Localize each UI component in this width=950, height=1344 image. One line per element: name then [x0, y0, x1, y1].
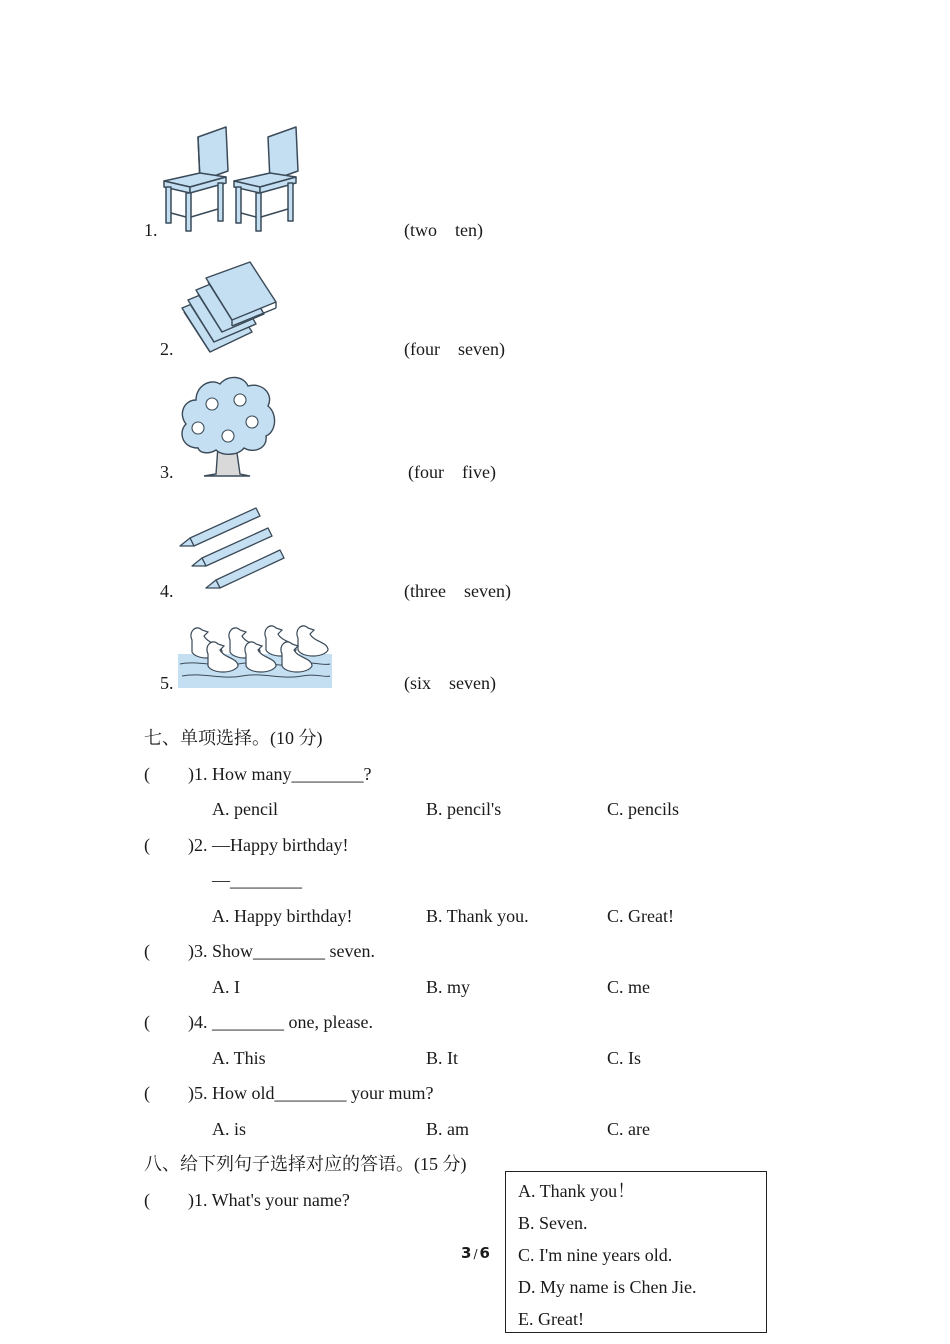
item-2-number: 2. — [160, 339, 174, 359]
item-3-options: (four five) — [408, 462, 496, 482]
q7-2-paren: ( — [144, 835, 150, 855]
section-8-heading: 八、给下列句子选择对应的答语。(15 分) — [144, 1154, 467, 1174]
q7-5-option-b: B. am — [426, 1119, 469, 1139]
q7-4-option-b: B. It — [426, 1048, 459, 1068]
q7-2-stem: )2. —Happy birthday! — [188, 835, 349, 855]
q7-5-option-a: A. is — [212, 1119, 247, 1139]
q7-2-reply: —________ — [212, 870, 302, 890]
answer-a: A. Thank you！ — [518, 1181, 636, 1201]
q8-1-stem: )1. What's your name? — [188, 1190, 350, 1210]
q7-3-option-b: B. my — [426, 977, 471, 997]
q7-3-option-c: C. me — [607, 977, 650, 997]
apple-tree-picture — [178, 374, 278, 478]
q7-2-option-a: A. Happy birthday! — [212, 906, 353, 926]
page-number — [461, 1246, 490, 1261]
q7-4-stem: )4. ________ one, please. — [188, 1012, 373, 1032]
q7-3-option-a: A. I — [212, 977, 240, 997]
section-7-heading: 七、单项选择。(10 分) — [144, 728, 323, 748]
q7-1-option-a: A. pencil — [212, 799, 278, 819]
q7-1-paren: ( — [144, 764, 150, 784]
q7-5-paren: ( — [144, 1083, 150, 1103]
item-4-options: (three seven) — [404, 581, 511, 601]
q8-1-paren: ( — [144, 1190, 150, 1210]
q7-1-option-b: B. pencil's — [426, 799, 502, 819]
item-1-number: 1. — [144, 220, 158, 240]
item-5-options: (six seven) — [404, 673, 496, 693]
ducks-on-water-picture — [178, 618, 332, 690]
q7-5-option-c: C. are — [607, 1119, 650, 1139]
two-chairs-picture — [160, 125, 305, 235]
q7-3-paren: ( — [144, 941, 150, 961]
item-4-number: 4. — [160, 581, 174, 601]
page-total: 6 — [479, 1244, 490, 1262]
item-1-options: (two ten) — [404, 220, 483, 240]
q7-2-option-b: B. Thank you. — [426, 906, 529, 926]
q7-4-option-c: C. Is — [607, 1048, 642, 1068]
page-current: 3 — [461, 1244, 472, 1262]
q7-5-stem: )5. How old________ your mum? — [188, 1083, 434, 1103]
item-2-options: (four seven) — [404, 339, 505, 359]
answer-b: B. Seven. — [518, 1213, 588, 1233]
q7-4-option-a: A. This — [212, 1048, 266, 1068]
q7-3-stem: )3. Show________ seven. — [188, 941, 375, 961]
q7-2-option-c: C. Great! — [607, 906, 674, 926]
page-separator: / — [473, 1247, 478, 1261]
answer-c: C. I'm nine years old. — [518, 1245, 673, 1265]
answer-choices-box — [505, 1171, 767, 1333]
answer-e: E. Great! — [518, 1309, 584, 1329]
q7-4-paren: ( — [144, 1012, 150, 1032]
stack-of-books-picture — [180, 260, 280, 356]
q7-1-stem: )1. How many________? — [188, 764, 372, 784]
three-pencils-picture — [176, 502, 288, 592]
answer-d: D. My name is Chen Jie. — [518, 1277, 697, 1297]
item-3-number: 3. — [160, 462, 174, 482]
q7-1-option-c: C. pencils — [607, 799, 679, 819]
item-5-number: 5. — [160, 673, 174, 693]
